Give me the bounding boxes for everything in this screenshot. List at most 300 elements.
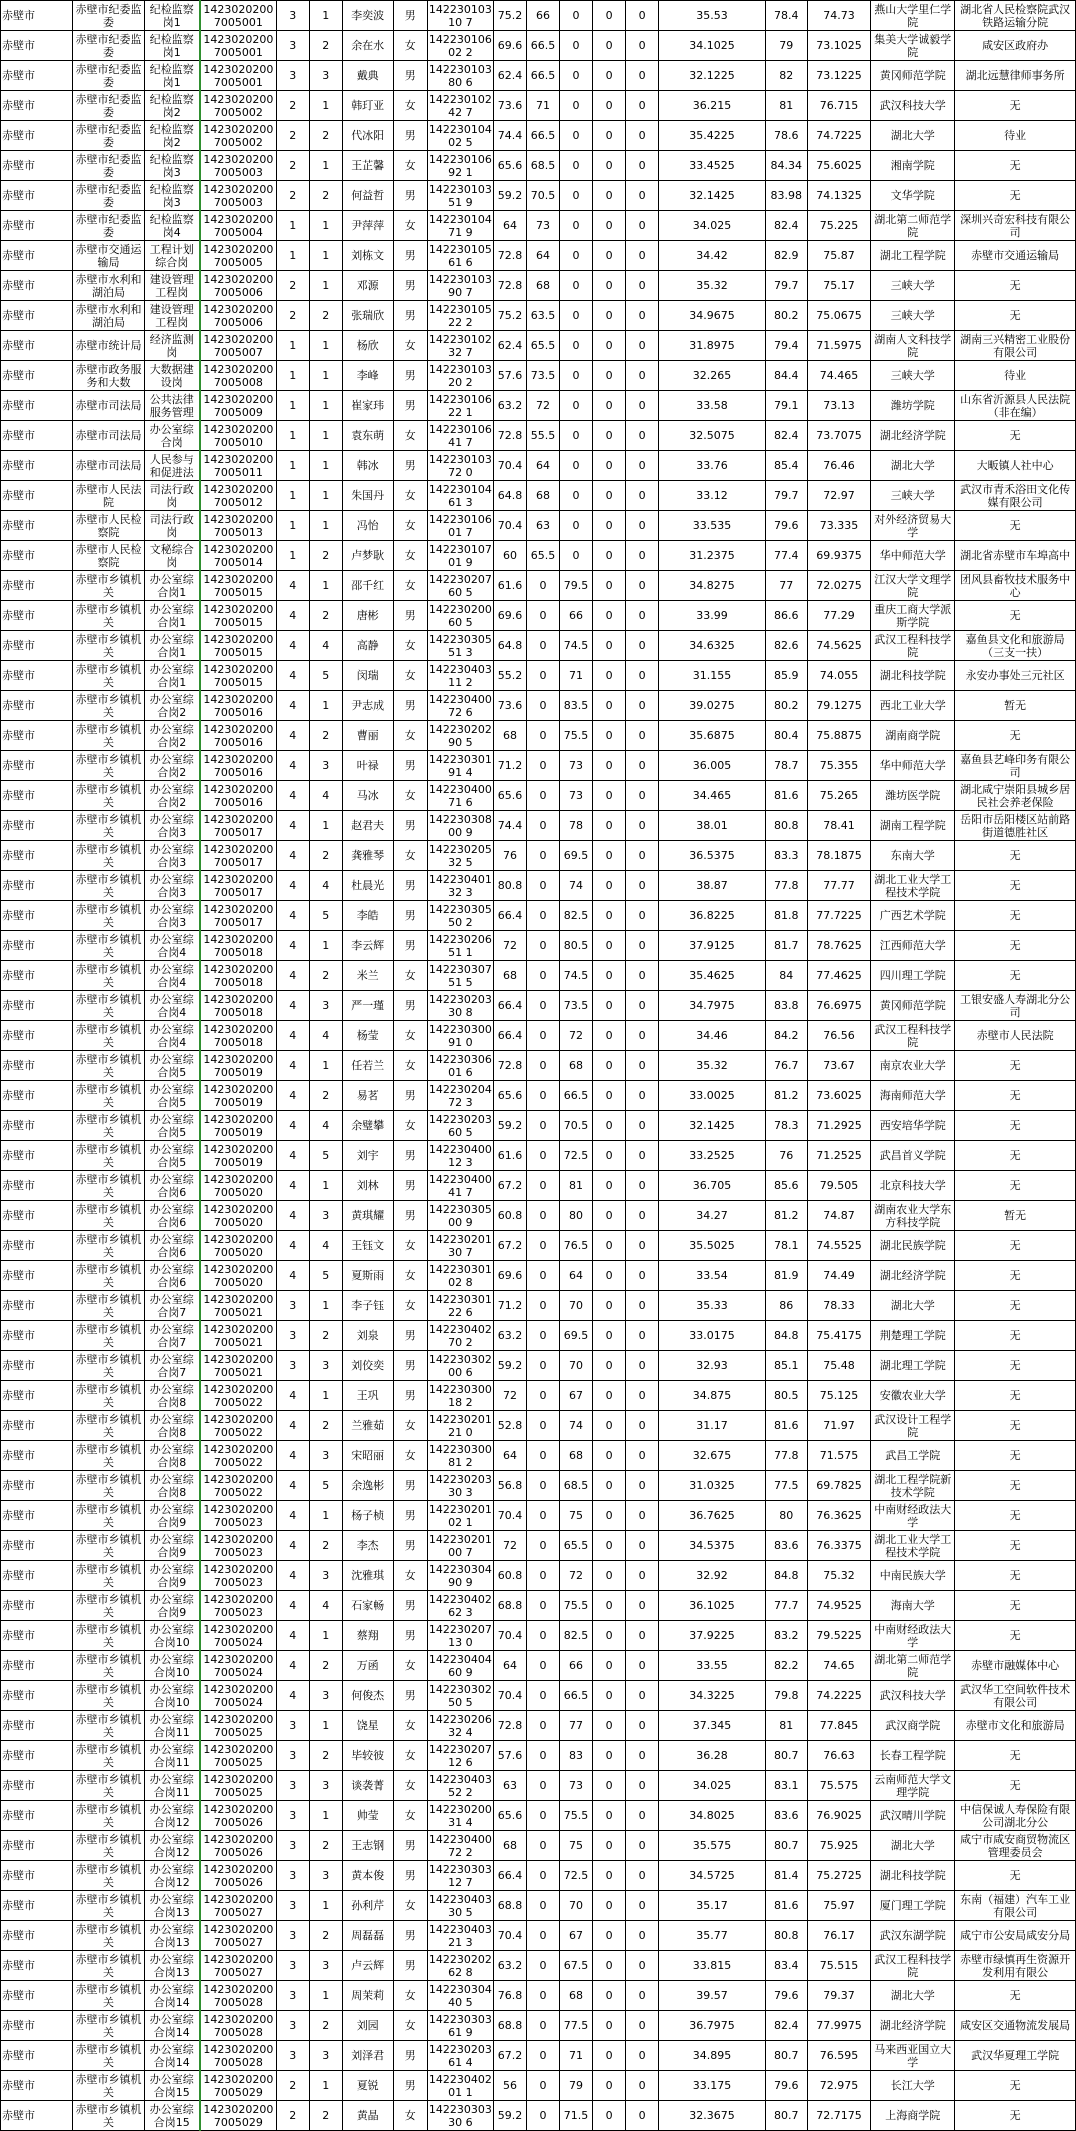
rank-cell: 3 <box>309 991 342 1021</box>
gender-cell: 女 <box>393 211 427 241</box>
written-score-cell: 34.46 <box>659 1021 766 1051</box>
gender-cell: 女 <box>393 721 427 751</box>
written-score-cell: 31.2375 <box>659 541 766 571</box>
school-cell: 马来西亚国立大学 <box>871 2041 955 2071</box>
employer-cell: 无 <box>955 1861 1076 1891</box>
post-code-cell: 14230202007005006 <box>200 271 276 301</box>
hire-count-cell: 3 <box>276 1771 309 1801</box>
written-score-cell: 35.575 <box>659 1831 766 1861</box>
city-cell: 赤壁市 <box>1 1981 73 2011</box>
hire-count-cell: 4 <box>276 631 309 661</box>
city-cell: 赤壁市 <box>1 2011 73 2041</box>
name-cell: 李奕波 <box>342 1 393 31</box>
hire-count-cell: 4 <box>276 1141 309 1171</box>
score-c-cell: 68 <box>560 1441 593 1471</box>
hire-count-cell: 4 <box>276 991 309 1021</box>
score-c-cell: 0 <box>560 61 593 91</box>
score-e-cell: 0 <box>626 781 659 811</box>
city-cell: 赤壁市 <box>1 1771 73 1801</box>
exam-id-cell: 14223010372 0 <box>428 452 492 479</box>
score-c-cell: 66.5 <box>560 1681 593 1711</box>
post-cell: 办公室综合岗2 <box>144 751 200 781</box>
score-d-cell: 0 <box>593 271 626 301</box>
post-cell: 办公室综合岗1 <box>144 661 200 691</box>
hire-count-cell: 2 <box>276 121 309 151</box>
written-score-cell: 34.8275 <box>659 571 766 601</box>
unit-cell: 赤壁市乡镇机关 <box>73 1681 144 1711</box>
post-cell: 办公室综合岗12 <box>144 1801 200 1831</box>
exam-id-cell: 14223030102 8 <box>428 1262 492 1289</box>
interview-score-cell: 79.1 <box>765 391 807 421</box>
school-cell: 三峡大学 <box>871 481 955 511</box>
score-a-cell: 66.4 <box>493 901 526 931</box>
city-cell: 赤壁市 <box>1 1021 73 1051</box>
post-code-cell: 14230202007005018 <box>200 961 276 991</box>
score-d-cell: 0 <box>593 931 626 961</box>
score-c-cell: 75 <box>560 1831 593 1861</box>
post-cell: 经济监测岗 <box>144 331 200 361</box>
table-row <box>1 31 1076 61</box>
post-cell: 办公室综合岗3 <box>144 871 200 901</box>
rank-cell: 1 <box>309 931 342 961</box>
written-score-cell: 31.0325 <box>659 1471 766 1501</box>
score-e-cell: 0 <box>626 1231 659 1261</box>
score-a-cell: 61.6 <box>493 571 526 601</box>
gender-cell: 女 <box>393 1051 427 1081</box>
score-a-cell: 69.6 <box>493 31 526 61</box>
employer-cell: 嘉鱼县艺峰印务有限公司 <box>955 751 1076 781</box>
unit-cell: 赤壁市水利和湖泊局 <box>73 301 144 331</box>
post-cell: 办公室综合岗13 <box>144 1891 200 1921</box>
employer-cell: 无 <box>955 1771 1076 1801</box>
name-cell: 龚雅琴 <box>342 841 393 871</box>
interview-score-cell: 83.8 <box>765 991 807 1021</box>
gender-cell: 女 <box>393 1981 427 2011</box>
score-d-cell: 0 <box>593 1441 626 1471</box>
unit-cell: 赤壁市乡镇机关 <box>73 2071 144 2101</box>
school-cell: 武汉商学院 <box>871 1711 955 1741</box>
gender-cell: 女 <box>393 571 427 601</box>
written-score-cell: 32.1225 <box>659 61 766 91</box>
score-c-cell: 0 <box>560 1 593 31</box>
score-b-cell: 0 <box>526 1231 559 1261</box>
name-cell: 韩玎亚 <box>342 91 393 121</box>
rank-cell: 4 <box>309 1591 342 1621</box>
rank-cell: 4 <box>309 1231 342 1261</box>
table-row <box>1 211 1076 241</box>
interview-score-cell: 80.5 <box>765 1381 807 1411</box>
written-score-cell: 32.3675 <box>659 2101 766 2131</box>
score-e-cell: 0 <box>626 451 659 481</box>
table-row <box>1 181 1076 211</box>
interview-score-cell: 81.6 <box>765 1891 807 1921</box>
hire-count-cell: 2 <box>276 2071 309 2101</box>
post-code-cell: 14230202007005015 <box>200 631 276 661</box>
name-cell: 刘宇 <box>342 1141 393 1171</box>
school-cell: 长江大学 <box>871 2071 955 2101</box>
score-a-cell: 57.6 <box>493 1741 526 1771</box>
score-e-cell: 0 <box>626 1801 659 1831</box>
written-score-cell: 38.87 <box>659 871 766 901</box>
post-code-cell: 14230202007005027 <box>200 1921 276 1951</box>
table-row <box>1 1261 1076 1291</box>
score-a-cell: 72.8 <box>493 421 526 451</box>
name-cell: 易茗 <box>342 1081 393 1111</box>
exam-id-cell: 14223010402 5 <box>428 122 492 149</box>
post-code-cell: 14230202007005001 <box>200 61 276 91</box>
gender-cell: 男 <box>393 1621 427 1651</box>
employer-cell: 无 <box>955 1351 1076 1381</box>
score-b-cell: 64 <box>526 241 559 271</box>
score-c-cell: 0 <box>560 211 593 241</box>
score-a-cell: 56 <box>493 2071 526 2101</box>
post-code-cell: 14230202007005017 <box>200 901 276 931</box>
school-cell: 广西艺术学院 <box>871 901 955 931</box>
score-e-cell: 0 <box>626 1681 659 1711</box>
hire-count-cell: 1 <box>276 391 309 421</box>
post-cell: 文秘综合岗 <box>144 541 200 571</box>
exam-id-cell: 14223020330 3 <box>428 1472 492 1499</box>
school-cell: 湘南学院 <box>871 151 955 181</box>
score-d-cell: 0 <box>593 901 626 931</box>
score-b-cell: 0 <box>526 1951 559 1981</box>
employer-cell: 无 <box>955 931 1076 961</box>
exam-id-cell: 14223020532 5 <box>428 842 492 869</box>
name-cell: 刘泉 <box>342 1321 393 1351</box>
score-a-cell: 63 <box>493 1771 526 1801</box>
name-cell: 邵千红 <box>342 571 393 601</box>
total-score-cell: 77.77 <box>807 871 871 901</box>
written-score-cell: 35.17 <box>659 1891 766 1921</box>
hire-count-cell: 4 <box>276 1471 309 1501</box>
gender-cell: 女 <box>393 1111 427 1141</box>
city-cell: 赤壁市 <box>1 1171 73 1201</box>
score-e-cell: 0 <box>626 1561 659 1591</box>
city-cell: 赤壁市 <box>1 331 73 361</box>
exam-id-cell: 14223040041 7 <box>428 1172 492 1199</box>
unit-cell: 赤壁市政务服务和大数 <box>73 361 144 391</box>
unit-cell: 赤壁市乡镇机关 <box>73 991 144 1021</box>
interview-score-cell: 79.7 <box>765 481 807 511</box>
school-cell: 潍坊学院 <box>871 391 955 421</box>
gender-cell: 女 <box>393 1741 427 1771</box>
name-cell: 卢梦耿 <box>342 541 393 571</box>
score-a-cell: 69.6 <box>493 601 526 631</box>
score-c-cell: 0 <box>560 541 593 571</box>
exam-id-cell: 14223010641 7 <box>428 422 492 449</box>
score-c-cell: 83.5 <box>560 691 593 721</box>
rank-cell: 1 <box>309 1171 342 1201</box>
city-cell: 赤壁市 <box>1 31 73 61</box>
total-score-cell: 75.48 <box>807 1351 871 1381</box>
name-cell: 李皓 <box>342 901 393 931</box>
name-cell: 杨欣 <box>342 331 393 361</box>
post-code-cell: 14230202007005006 <box>200 301 276 331</box>
score-a-cell: 68.8 <box>493 1591 526 1621</box>
total-score-cell: 75.355 <box>807 751 871 781</box>
unit-cell: 赤壁市乡镇机关 <box>73 781 144 811</box>
exam-id-cell: 14223010622 1 <box>428 392 492 419</box>
name-cell: 何益哲 <box>342 181 393 211</box>
rank-cell: 2 <box>309 601 342 631</box>
exam-id-cell: 14223010461 3 <box>428 482 492 509</box>
written-score-cell: 34.3225 <box>659 1681 766 1711</box>
hire-count-cell: 4 <box>276 1201 309 1231</box>
school-cell: 厦门理工学院 <box>871 1891 955 1921</box>
score-b-cell: 0 <box>526 571 559 601</box>
unit-cell: 赤壁市乡镇机关 <box>73 1831 144 1861</box>
unit-cell: 赤壁市司法局 <box>73 391 144 421</box>
school-cell: 黄冈师范学院 <box>871 991 955 1021</box>
exam-id-cell: 14223040352 2 <box>428 1772 492 1799</box>
score-d-cell: 0 <box>593 1141 626 1171</box>
city-cell: 赤壁市 <box>1 1321 73 1351</box>
hire-count-cell: 3 <box>276 1831 309 1861</box>
score-c-cell: 77.5 <box>560 2011 593 2041</box>
hire-count-cell: 2 <box>276 151 309 181</box>
rank-cell: 1 <box>309 691 342 721</box>
hire-count-cell: 4 <box>276 1441 309 1471</box>
post-cell: 办公室综合岗3 <box>144 901 200 931</box>
score-d-cell: 0 <box>593 1411 626 1441</box>
score-b-cell: 0 <box>526 1351 559 1381</box>
school-cell: 武昌首义学院 <box>871 1141 955 1171</box>
score-e-cell: 0 <box>626 1411 659 1441</box>
score-b-cell: 0 <box>526 1381 559 1411</box>
score-d-cell: 0 <box>593 451 626 481</box>
post-cell: 纪检监察岗2 <box>144 121 200 151</box>
gender-cell: 男 <box>393 1531 427 1561</box>
score-d-cell: 0 <box>593 751 626 781</box>
gender-cell: 男 <box>393 1381 427 1411</box>
score-b-cell: 0 <box>526 1411 559 1441</box>
gender-cell: 女 <box>393 2101 427 2131</box>
city-cell: 赤壁市 <box>1 931 73 961</box>
score-c-cell: 75.5 <box>560 1801 593 1831</box>
exam-id-cell: 14223010242 7 <box>428 92 492 119</box>
post-code-cell: 14230202007005016 <box>200 781 276 811</box>
score-d-cell: 0 <box>593 1021 626 1051</box>
post-cell: 办公室综合岗3 <box>144 841 200 871</box>
score-b-cell: 0 <box>526 751 559 781</box>
hire-count-cell: 3 <box>276 31 309 61</box>
employer-cell: 大畈镇人社中心 <box>955 451 1076 481</box>
total-score-cell: 75.225 <box>807 211 871 241</box>
city-cell: 赤壁市 <box>1 1951 73 1981</box>
hire-count-cell: 1 <box>276 361 309 391</box>
score-b-cell: 0 <box>526 871 559 901</box>
gender-cell: 男 <box>393 451 427 481</box>
post-cell: 办公室综合岗6 <box>144 1201 200 1231</box>
unit-cell: 赤壁市乡镇机关 <box>73 601 144 631</box>
unit-cell: 赤壁市乡镇机关 <box>73 1411 144 1441</box>
school-cell: 安徽农业大学 <box>871 1381 955 1411</box>
written-score-cell: 31.155 <box>659 661 766 691</box>
score-c-cell: 74 <box>560 871 593 901</box>
name-cell: 杜晨光 <box>342 871 393 901</box>
school-cell: 海南师范大学 <box>871 1081 955 1111</box>
unit-cell: 赤壁市乡镇机关 <box>73 721 144 751</box>
total-score-cell: 73.335 <box>807 511 871 541</box>
score-d-cell: 0 <box>593 1381 626 1411</box>
written-score-cell: 33.0175 <box>659 1321 766 1351</box>
score-e-cell: 0 <box>626 1621 659 1651</box>
total-score-cell: 75.32 <box>807 1561 871 1591</box>
hire-count-cell: 4 <box>276 1561 309 1591</box>
table-row <box>1 1741 1076 1771</box>
score-b-cell: 55.5 <box>526 421 559 451</box>
employer-cell: 武汉市青禾浴田文化传媒有限公司 <box>955 481 1076 511</box>
score-c-cell: 69.5 <box>560 841 593 871</box>
table-row <box>1 1141 1076 1171</box>
exam-id-cell: 14223040321 3 <box>428 1922 492 1949</box>
table-row <box>1 1081 1076 1111</box>
city-cell: 赤壁市 <box>1 2041 73 2071</box>
gender-cell: 男 <box>393 1141 427 1171</box>
employer-cell: 无 <box>955 1291 1076 1321</box>
interview-score-cell: 85.4 <box>765 451 807 481</box>
school-cell: 湖北大学 <box>871 1291 955 1321</box>
total-score-cell: 72.97 <box>807 481 871 511</box>
gender-cell: 女 <box>393 1651 427 1681</box>
score-a-cell: 63.2 <box>493 391 526 421</box>
exam-id-cell: 14223010692 1 <box>428 152 492 179</box>
employer-cell: 湖北省赤壁市车埠高中 <box>955 541 1076 571</box>
gender-cell: 男 <box>393 361 427 391</box>
score-d-cell: 0 <box>593 1621 626 1651</box>
city-cell: 赤壁市 <box>1 1051 73 1081</box>
unit-cell: 赤壁市乡镇机关 <box>73 2011 144 2041</box>
score-a-cell: 70.4 <box>493 1621 526 1651</box>
interview-score-cell: 78.1 <box>765 1231 807 1261</box>
written-score-cell: 38.01 <box>659 811 766 841</box>
post-code-cell: 14230202007005016 <box>200 691 276 721</box>
post-code-cell: 14230202007005029 <box>200 2101 276 2131</box>
unit-cell: 赤壁市乡镇机关 <box>73 751 144 781</box>
employer-cell: 无 <box>955 301 1076 331</box>
unit-cell: 赤壁市纪委监委 <box>73 1 144 31</box>
unit-cell: 赤壁市纪委监委 <box>73 121 144 151</box>
post-code-cell: 14230202007005017 <box>200 871 276 901</box>
total-score-cell: 74.9525 <box>807 1591 871 1621</box>
score-e-cell: 0 <box>626 1261 659 1291</box>
unit-cell: 赤壁市乡镇机关 <box>73 1741 144 1771</box>
city-cell: 赤壁市 <box>1 1801 73 1831</box>
unit-cell: 赤壁市乡镇机关 <box>73 1141 144 1171</box>
total-score-cell: 76.9025 <box>807 1801 871 1831</box>
unit-cell: 赤壁市乡镇机关 <box>73 931 144 961</box>
score-b-cell: 65.5 <box>526 541 559 571</box>
hire-count-cell: 3 <box>276 1981 309 2011</box>
total-score-cell: 78.1875 <box>807 841 871 871</box>
unit-cell: 赤壁市司法局 <box>73 421 144 451</box>
written-score-cell: 33.4525 <box>659 151 766 181</box>
unit-cell: 赤壁市纪委监委 <box>73 91 144 121</box>
unit-cell: 赤壁市纪委监委 <box>73 211 144 241</box>
written-score-cell: 33.2525 <box>659 1141 766 1171</box>
employer-cell: 赤壁市人民法院 <box>955 1021 1076 1051</box>
score-a-cell: 70.4 <box>493 511 526 541</box>
post-cell: 纪检监察岗2 <box>144 91 200 121</box>
unit-cell: 赤壁市乡镇机关 <box>73 1321 144 1351</box>
post-cell: 办公室综合岗 <box>144 421 200 451</box>
post-code-cell: 14230202007005014 <box>200 541 276 571</box>
written-score-cell: 33.0025 <box>659 1081 766 1111</box>
gender-cell: 女 <box>393 1801 427 1831</box>
score-e-cell: 0 <box>626 2011 659 2041</box>
unit-cell: 赤壁市乡镇机关 <box>73 1711 144 1741</box>
city-cell: 赤壁市 <box>1 631 73 661</box>
employer-cell: 赤壁市文化和旅游局 <box>955 1711 1076 1741</box>
score-a-cell: 72.8 <box>493 1711 526 1741</box>
employer-cell: 无 <box>955 1381 1076 1411</box>
score-a-cell: 66.4 <box>493 991 526 1021</box>
table-row <box>1 1621 1076 1651</box>
table-row <box>1 1771 1076 1801</box>
exam-id-cell: 14223030800 9 <box>428 812 492 839</box>
written-score-cell: 34.7975 <box>659 991 766 1021</box>
exam-id-cell: 14223030751 5 <box>428 962 492 989</box>
table-row <box>1 601 1076 631</box>
score-a-cell: 65.6 <box>493 151 526 181</box>
score-e-cell: 0 <box>626 1021 659 1051</box>
score-e-cell: 0 <box>626 421 659 451</box>
gender-cell: 男 <box>393 751 427 781</box>
school-cell: 湖北大学 <box>871 1831 955 1861</box>
score-c-cell: 0 <box>560 151 593 181</box>
score-e-cell: 0 <box>626 2071 659 2101</box>
post-cell: 纪检监察岗3 <box>144 151 200 181</box>
written-score-cell: 34.5725 <box>659 1861 766 1891</box>
score-c-cell: 81 <box>560 1171 593 1201</box>
post-cell: 办公室综合岗9 <box>144 1501 200 1531</box>
post-code-cell: 14230202007005025 <box>200 1711 276 1741</box>
score-d-cell: 0 <box>593 61 626 91</box>
total-score-cell: 76.17 <box>807 1921 871 1951</box>
score-c-cell: 67 <box>560 1921 593 1951</box>
score-d-cell: 0 <box>593 991 626 1021</box>
name-cell: 闵瑞 <box>342 661 393 691</box>
hire-count-cell: 3 <box>276 61 309 91</box>
post-code-cell: 14230202007005019 <box>200 1051 276 1081</box>
school-cell: 湖北经济学院 <box>871 2011 955 2041</box>
exam-id-cell: 14223020472 3 <box>428 1082 492 1109</box>
name-cell: 李云辉 <box>342 931 393 961</box>
table-row <box>1 1861 1076 1891</box>
interview-score-cell: 82.4 <box>765 421 807 451</box>
rank-cell: 2 <box>309 1531 342 1561</box>
score-c-cell: 73 <box>560 1771 593 1801</box>
table-row <box>1 241 1076 271</box>
name-cell: 刘园 <box>342 2011 393 2041</box>
school-cell: 中南民族大学 <box>871 1561 955 1591</box>
school-cell: 西北工业大学 <box>871 691 955 721</box>
gender-cell: 男 <box>393 601 427 631</box>
city-cell: 赤壁市 <box>1 1111 73 1141</box>
gender-cell: 男 <box>393 691 427 721</box>
score-b-cell: 0 <box>526 1171 559 1201</box>
employer-cell: 无 <box>955 421 1076 451</box>
score-d-cell: 0 <box>593 661 626 691</box>
exam-id-cell: 14223030551 3 <box>428 632 492 659</box>
score-c-cell: 68 <box>560 1051 593 1081</box>
name-cell: 周茉莉 <box>342 1981 393 2011</box>
exam-id-cell: 14223010602 2 <box>428 32 492 59</box>
rank-cell: 2 <box>309 2011 342 2041</box>
score-c-cell: 65.5 <box>560 1531 593 1561</box>
city-cell: 赤壁市 <box>1 151 73 181</box>
written-score-cell: 32.265 <box>659 361 766 391</box>
